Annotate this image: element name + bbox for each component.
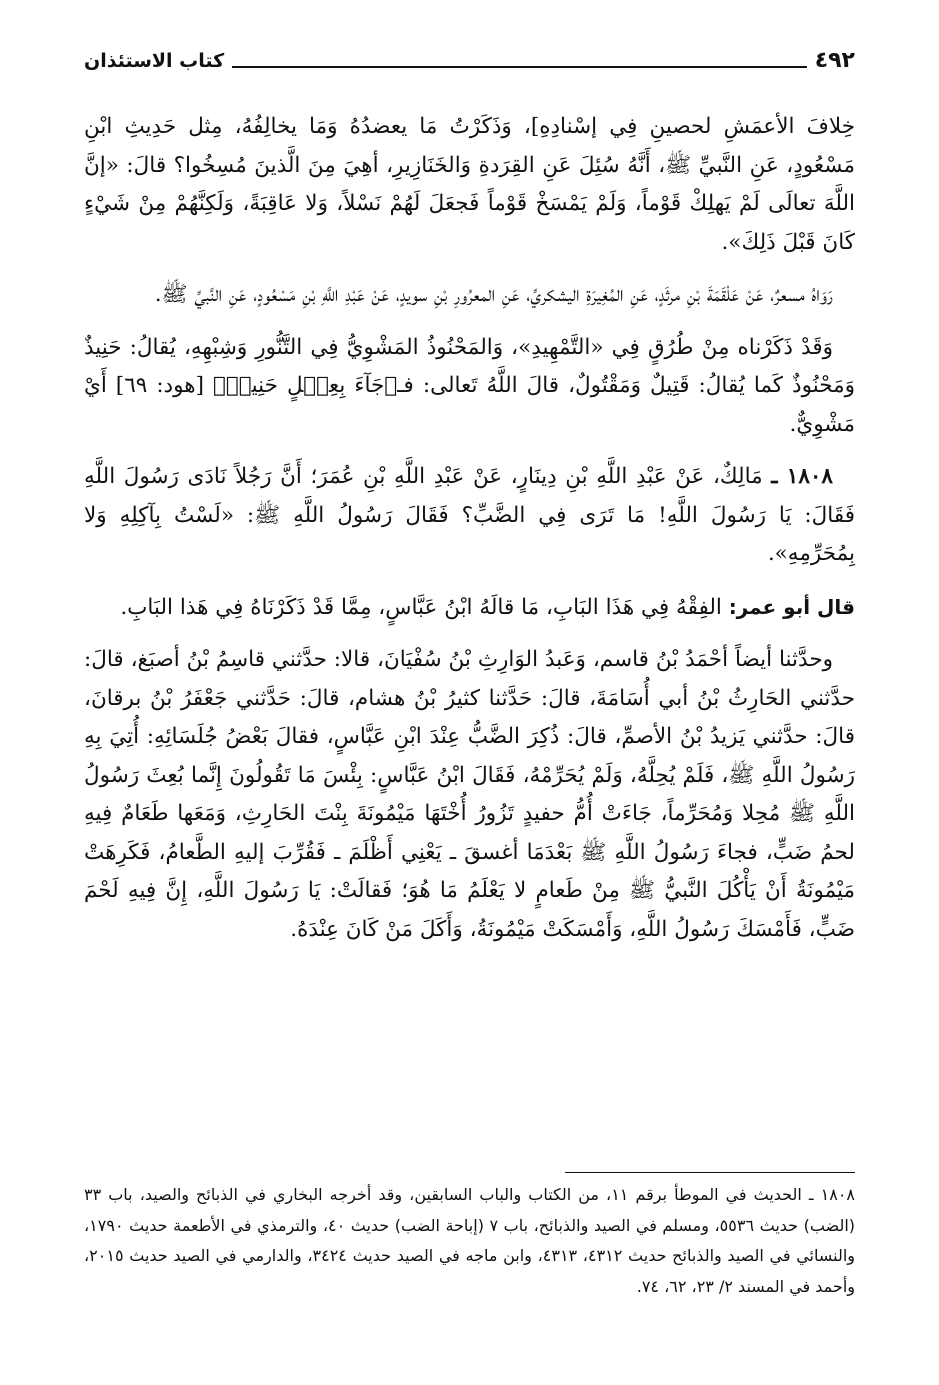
paragraph-2: رَوَاهُ مسعرٌ، عَنْ عَلْقَمَةَ بْنِ مرثَدٍ، عَنِ المُغِيرَةِ اليشكريِّ، عَنِ المعرُورِ بْنِ سويدٍ، عَنْ عَبْدِ اللَّهِ بْنِ مَسْعُودٍ، عَنِ النَّبيِّ ﷺ.	[154, 282, 833, 307]
paragraph-1: خِلافَ الأعمَشِ لحصينِ فِي إسْنادِهِ]، وَذَكَرْتُ مَا يعضدُهُ وَمَا يخالِفُهُ، مِثل حَدِيثِ ابْنِ مَسْعُودٍ، عَنِ النَّبيِّ ﷺ، أَنَّهُ سُئِلَ عَنِ القِرَدةِ وَالخَنَازِيرِ، أهِيَ مِنَ الَّذينَ مُسِخُوا؟ قالَ: «إنَّ اللَّهَ تعالَى لَمْ يَهلِكْ قَوْماً، وَلَمْ يَمْسَخْ قَوْماً فَجعَلَ لَهُمْ نَسْلاً، وَلا عَاقِبَةً، وَلَكِنَّهُمْ مِنْ شَيْءٍ كَانَ قَبْلَ ذَلِكَ».	[84, 114, 855, 255]
hadith-text: مَالِكٌ، عَنْ عَبْدِ اللَّهِ بْنِ دِينَارٍ، عَنْ عَبْدِ اللَّهِ بْنِ عُمَرَ؛ أَنَّ رَجُلاً نَادَى رَسُولَ اللَّهِ فَقَالَ: يَا رَسُولَ اللَّهِ! مَا تَرَى فِي الضَّبِّ؟ فَقَالَ رَسُولُ اللَّهِ ﷺ: «لَسْتُ بِآكِلِهِ وَلا بِمُحَرِّمِهِ».	[84, 464, 855, 566]
speaker-label: قال أبو عمر:	[728, 594, 855, 619]
main-text	[84, 108, 855, 963]
footnote-separator	[565, 1172, 855, 1173]
footnotes	[84, 1180, 855, 1302]
paragraph-6: وحدَّثنا أيضاً أحْمَدُ بْنُ قاسم، وَعَبدُ الوَارِثِ بْنُ سُفْيَانَ، قالا: حدَّثني قاسِمُ بْنُ أصبَغ، قالَ: حدَّثني الحَارِثُ بْنُ أبي أُسَامَةَ، قالَ: حَدَّثنا كثيرُ بْنُ هشام، قالَ: حَدَّثني جَعْفَرُ بْنُ برقانَ، قالَ: حدَّثني يَزيدُ بْنُ الأصمِّ، قالَ: ذُكِرَ الضَّبُّ عِنْدَ ابْنِ عَبَّاسٍ، فقالَ بَعْضُ جُلَسَائِهِ: أُتِيَ بِهِ رَسُولُ اللَّهِ ﷺ، فَلَمْ يُحِلَّهُ، وَلَمْ يُحَرِّمْهُ، فَقَالَ ابْنُ عَبَّاسٍ: بِئْسَ مَا تَقُولُونَ إِنَّما بُعِثَ رَسُولُ اللَّهِ ﷺ مُحِلا وَمُحَرِّماً، جَاءَتْ أُمُّ حفيدٍ تَزُورُ أُخْتَهَا مَيْمُونَةَ بِنْتَ الحَارِثِ، وَمَعَها طَعَامٌ فِيهِ لحمُ ضَبٍّ، فجاءَ رَسُولُ اللَّهِ ﷺ بَعْدَمَا أغسقَ ـ يَعْنِي أَظْلَمَ ـ فَقُرِّبَ إليهِ الطَّعامُ، فَكَرِهَتْ مَيْمُونَةُ أَنْ يَأْكُلَ النَّبيُّ ﷺ مِنْ طَعامٍ لا يَعْلَمُ مَا هُوَ؛ فَقالَتْ: يَا رَسُولَ اللَّهِ، إِنَّ فِيهِ لَحْمَ ضَبٍّ، فَأَمْسَكَ رَسُولُ اللَّهِ، وَأَمْسَكَتْ مَيْمُونَةُ، وَأَكَلَ مَنْ كَانَ عِنْدَهُ.	[84, 647, 855, 942]
paragraph-3: وَقَدْ ذَكَرْناه مِنْ طُرُقٍ فِي «التَّمْهِيدِ»، وَالمَحْنُوذُ المَشْوِيُّ فِي التَّنُّورِ وَشِبْهِهِ، يُقالُ: حَنِيذٌ وَمَحْنُوذٌ كَما يُقالُ: قَتِيلٌ وَمَقْتُولٌ، قالَ اللَّهُ تَعالى: فـ﴿جَآءَ بِعِجۡلٍ حَنِيذٖ﴾ [هود: ٦٩] أَيْ مَشْوِيٌّ.	[84, 334, 855, 437]
commentary-text: الفِقْهُ فِي هَذَا البَابِ، مَا قالَهُ ابْنُ عَبَّاسٍ، مِمَّا قَدْ ذَكَرْنَاهُ فِي هَذا البَابِ.	[120, 594, 729, 620]
header-rule	[232, 66, 806, 68]
paragraph-5	[84, 588, 855, 628]
footnote-1808: ١٨٠٨ ـ الحديث في الموطأ برقم ١١، من الكتاب والباب السابقين، وقد أخرجه البخاري في الذبائح والصيد، باب ٣٣ (الضب) حديث ٥٥٣٦، ومسلم في الصيد والذبائح، باب ٧ (إباحة الضب) حديث ٤٠، والترمذي في الأطعمة حديث ١٧٩٠، والنسائي في الصيد والذبائح حديث ٤٣١٢، ٤٣١٣، وابن ماجه في الصيد حديث ٣٤٢٤، والدارمي في الصيد حديث ٢٠١٥، وأحمد في المسند ٢/ ٢٣، ٦٢، ٧٤.	[84, 1185, 856, 1296]
book-title: كتاب الاستئذان	[84, 50, 225, 72]
running-header	[84, 40, 855, 74]
hadith-1808	[84, 458, 855, 574]
page-number: ٤٩٢	[814, 48, 855, 73]
hadith-number: ١٨٠٨ ـ	[771, 464, 833, 489]
